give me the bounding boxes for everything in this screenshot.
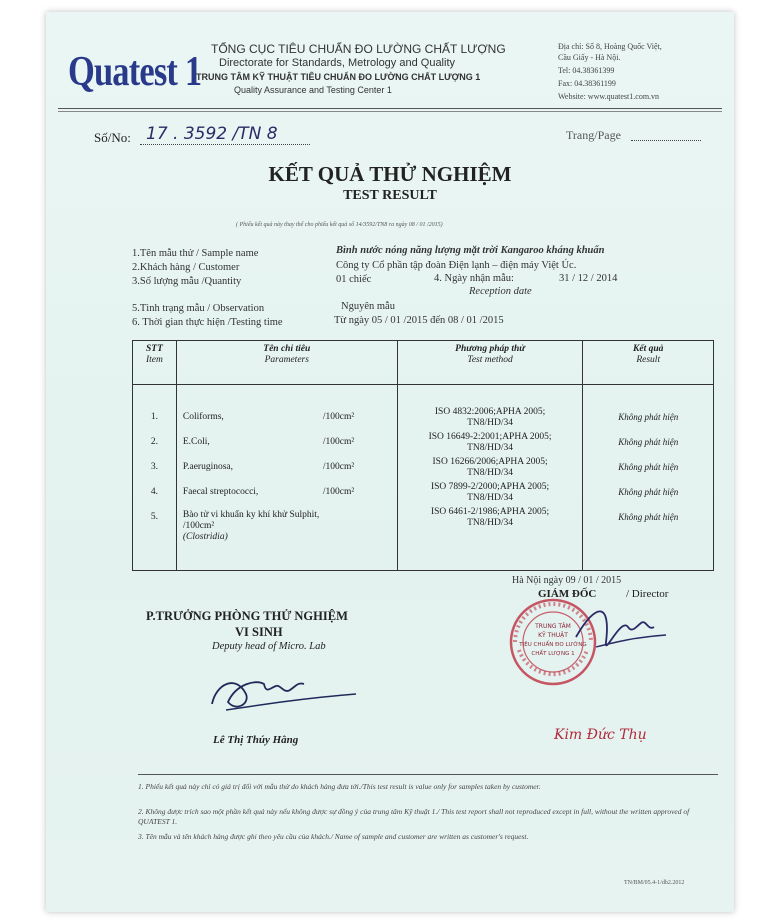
customer-label: 2.Khách hàng / Customer (132, 262, 240, 273)
table-cell: Bào tử vi khuẩn ky khí khử Sulphit, /100cm² (Clostridia) (182, 510, 320, 542)
sample-name-label: 1.Tên mẫu thử / Sample name (132, 248, 259, 259)
report-number-label: Số/No: (94, 130, 131, 145)
observation-value: Nguyên mẫu (341, 301, 395, 312)
form-code: TN/BM/05.4-1/db2.2012 (624, 880, 685, 886)
deputy-title-en: Deputy head of Micro. Lab (212, 641, 326, 652)
page-label: Trang/Page (566, 128, 621, 142)
quantity-label: 3.Số lượng mẫu /Quantity (132, 276, 242, 287)
org-name-vn: TỔNG CỤC TIÊU CHUẨN ĐO LƯỜNG CHẤT LƯỢNG (211, 42, 506, 56)
report-number-underline (140, 144, 310, 145)
table-cell: 1. (150, 412, 158, 422)
quatest-logo: Quatest 1 (68, 49, 202, 95)
page-underline (631, 140, 701, 141)
item-column (133, 385, 177, 571)
reception-date-label: 4. Ngày nhận mẫu: (434, 273, 514, 284)
results-table (132, 340, 714, 571)
address-line: Website: www.quatest1.com.vn (558, 92, 660, 101)
header-item: STT Item (133, 341, 177, 385)
table-cell: Faecal streptococci, /100cm² (182, 487, 355, 497)
reception-date-label-en: Reception date (469, 286, 532, 297)
title-vn: KẾT QUẢ THỬ NGHIỆM (268, 162, 512, 186)
report-number-value: 17 . 3592 /TN 8 (146, 124, 278, 144)
header-divider (58, 108, 722, 109)
footnote-1: 1. Phiếu kết quả này chỉ có giá trị đối với mẫu thử do khách hàng đưa tới./This test result is value only for samples taken by customer. (138, 782, 541, 791)
table-cell: Coliforms, /100cm² (182, 412, 355, 422)
center-name-vn: TRUNG TÂM KỸ THUẬT TIÊU CHUẨN ĐO LƯỜNG CHẤT LƯỢNG 1 (196, 72, 481, 82)
test-method-column (397, 385, 583, 571)
svg-text:KỸ THUẬT: KỸ THUẬT (538, 632, 568, 639)
table-cell: ISO 16649-2:2001;APHA 2005; TN8/HD/34 (428, 431, 552, 453)
table-cell: Không phát hiện (618, 437, 679, 447)
table-cell: ISO 7899-2/2000;APHA 2005; TN8/HD/34 (430, 481, 550, 503)
table-cell: 3. (150, 462, 158, 472)
table-cell: ISO 4832:2006;APHA 2005; TN8/HD/34 (434, 406, 546, 428)
center-name-en: Quality Assurance and Testing Center 1 (234, 85, 392, 95)
table-cell: E.Coli, /100cm² (182, 437, 355, 447)
svg-text:CHẤT LƯỢNG 1: CHẤT LƯỢNG 1 (531, 651, 575, 657)
footnote-2: 2. Không được trích sao một phần kết quả này nếu không được sự đồng ý của trung tâm Kỹ thuật 1./ This test report shall not reproduced except in full, without the written approved of QUATEST 1. (138, 807, 690, 826)
sample-name-value: Bình nước nóng năng lượng mặt trời Kangaroo kháng khuẩn (336, 245, 605, 256)
header-parameters: Tên chỉ tiêu Parameters (176, 341, 397, 385)
org-name-en: Directorate for Standards, Metrology and Quality (219, 57, 456, 69)
header-result: Kết quả Result (583, 341, 714, 385)
table-cell: P.aeruginosa, /100cm² (182, 462, 355, 472)
table-cell: 2. (150, 437, 158, 447)
director-signature (566, 597, 676, 667)
director-name: Kim Đức Thụ (554, 727, 647, 743)
deputy-title-line2: VI SINH (235, 625, 283, 639)
testing-time-value: Từ ngày 05 / 01 /2015 đến 08 / 01 /2015 (334, 315, 504, 326)
address-line: Fax: 04.38361199 (558, 79, 616, 88)
result-column (583, 385, 714, 571)
address-line: Tel: 04.38361399 (558, 66, 615, 75)
table-cell: Không phát hiện (618, 487, 679, 497)
table-cell: ISO 6461-2/1986;APHA 2005; TN8/HD/34 (430, 506, 550, 528)
footer-divider (138, 774, 718, 775)
quantity-value: 01 chiếc (336, 274, 372, 285)
address-line: Cầu Giấy - Hà Nội. (558, 53, 621, 62)
document-page (46, 12, 734, 912)
svg-text:TIÊU CHUẨN ĐO LƯỜNG: TIÊU CHUẨN ĐO LƯỜNG (519, 642, 587, 648)
table-cell: 5. (150, 512, 158, 522)
replacement-note: ( Phiếu kết quả này thay thế cho phiếu kết quả số 14/3592/TN8 ra ngày 08 / 01 /2015) (236, 222, 443, 228)
table-cell: 4. (150, 487, 158, 497)
sign-date: Hà Nội ngày 09 / 01 / 2015 (512, 575, 622, 586)
title-en: TEST RESULT (343, 188, 437, 203)
observation-label: 5.Tình trạng mẫu / Observation (132, 303, 265, 314)
parameters-column (176, 385, 397, 571)
deputy-signature (206, 664, 366, 724)
header-divider (58, 111, 722, 112)
director-title-en: / Director (626, 588, 669, 600)
reception-date-value: 31 / 12 / 2014 (559, 273, 618, 284)
customer-value: Công ty Cổ phần tập đoàn Điện lạnh – điện máy Việt Úc. (336, 260, 577, 271)
testing-time-label: 6. Thời gian thực hiện /Testing time (132, 317, 283, 328)
footnote-3: 3. Tên mẫu và tên khách hàng được ghi theo yêu cầu của khách./ Name of sample and customer are written as customer's request. (138, 832, 529, 841)
header-test-method: Phương pháp thử Test method (397, 341, 583, 385)
deputy-name: Lê Thị Thúy Hằng (213, 734, 299, 746)
table-cell: Không phát hiện (618, 462, 679, 472)
table-cell: Không phát hiện (618, 512, 679, 522)
table-cell: Không phát hiện (618, 412, 679, 422)
table-cell: ISO 16266/2006;APHA 2005; TN8/HD/34 (432, 456, 548, 478)
svg-text:TRUNG TÂM: TRUNG TÂM (535, 623, 571, 630)
director-title-vn: GIÁM ĐỐC (538, 588, 597, 600)
address-line: Địa chỉ: Số 8, Hoàng Quốc Việt, (558, 42, 662, 51)
deputy-title-line1: P.TRƯỞNG PHÒNG THỬ NGHIỆM (146, 609, 348, 623)
